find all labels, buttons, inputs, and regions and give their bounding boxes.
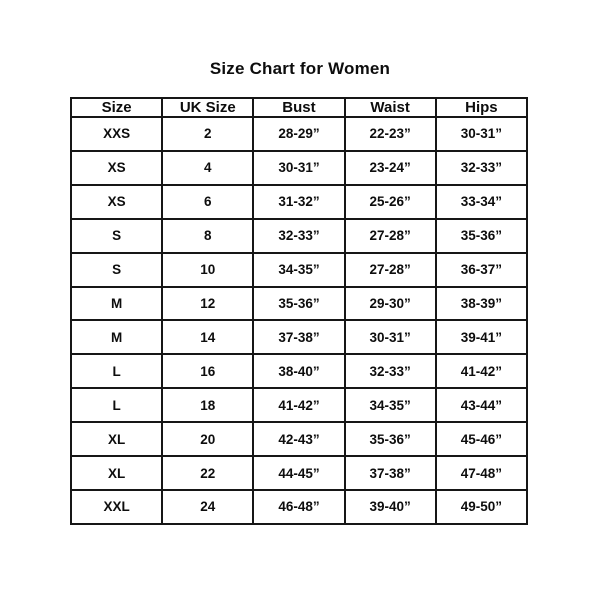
- cell-waist: 25-26”: [345, 185, 436, 219]
- cell-hips: 32-33”: [436, 151, 527, 185]
- cell-hips: 30-31”: [436, 117, 527, 151]
- table-body: [71, 117, 527, 524]
- cell-waist: 23-24”: [345, 151, 436, 185]
- cell-uk-size: 12: [162, 287, 253, 321]
- cell-bust: 38-40”: [253, 354, 344, 388]
- table-row: [71, 320, 527, 354]
- cell-size: XXL: [71, 490, 162, 524]
- column-header-uk-size: UK Size: [162, 98, 253, 117]
- cell-hips: 47-48”: [436, 456, 527, 490]
- cell-size: XL: [71, 422, 162, 456]
- cell-uk-size: 14: [162, 320, 253, 354]
- table-row: [71, 490, 527, 524]
- table-row: [71, 287, 527, 321]
- page-title: Size Chart for Women: [209, 59, 391, 78]
- cell-waist: 39-40”: [345, 490, 436, 524]
- cell-waist: 34-35”: [345, 388, 436, 422]
- cell-hips: 49-50”: [436, 490, 527, 524]
- cell-bust: 42-43”: [253, 422, 344, 456]
- cell-hips: 33-34”: [436, 185, 527, 219]
- cell-uk-size: 6: [162, 185, 253, 219]
- cell-waist: 27-28”: [345, 219, 436, 253]
- cell-size: L: [71, 388, 162, 422]
- cell-uk-size: 16: [162, 354, 253, 388]
- cell-waist: 29-30”: [345, 287, 436, 321]
- cell-size: S: [71, 219, 162, 253]
- cell-waist: 22-23”: [345, 117, 436, 151]
- cell-size: M: [71, 320, 162, 354]
- cell-bust: 28-29”: [253, 117, 344, 151]
- cell-uk-size: 18: [162, 388, 253, 422]
- cell-size: L: [71, 354, 162, 388]
- cell-bust: 34-35”: [253, 253, 344, 287]
- cell-size: M: [71, 287, 162, 321]
- cell-waist: 35-36”: [345, 422, 436, 456]
- cell-size: XL: [71, 456, 162, 490]
- table-row: [71, 253, 527, 287]
- cell-size: XS: [71, 185, 162, 219]
- cell-bust: 46-48”: [253, 490, 344, 524]
- table-row: [71, 219, 527, 253]
- cell-hips: 36-37”: [436, 253, 527, 287]
- cell-bust: 37-38”: [253, 320, 344, 354]
- table-header: [71, 98, 527, 117]
- cell-hips: 35-36”: [436, 219, 527, 253]
- table-row: [71, 456, 527, 490]
- cell-bust: 44-45”: [253, 456, 344, 490]
- table-row: [71, 354, 527, 388]
- cell-hips: 38-39”: [436, 287, 527, 321]
- column-header-bust: Bust: [253, 98, 344, 117]
- table-row: [71, 185, 527, 219]
- cell-uk-size: 2: [162, 117, 253, 151]
- table-row: [71, 388, 527, 422]
- table-row: [71, 117, 527, 151]
- cell-bust: 30-31”: [253, 151, 344, 185]
- cell-uk-size: 22: [162, 456, 253, 490]
- cell-bust: 31-32”: [253, 185, 344, 219]
- header-row: [71, 98, 527, 117]
- cell-waist: 37-38”: [345, 456, 436, 490]
- cell-hips: 41-42”: [436, 354, 527, 388]
- column-header-hips: Hips: [436, 98, 527, 117]
- cell-size: XS: [71, 151, 162, 185]
- cell-waist: 32-33”: [345, 354, 436, 388]
- cell-bust: 41-42”: [253, 388, 344, 422]
- cell-hips: 43-44”: [436, 388, 527, 422]
- column-header-waist: Waist: [345, 98, 436, 117]
- cell-uk-size: 20: [162, 422, 253, 456]
- cell-uk-size: 10: [162, 253, 253, 287]
- cell-size: XXS: [71, 117, 162, 151]
- cell-waist: 30-31”: [345, 320, 436, 354]
- cell-bust: 35-36”: [253, 287, 344, 321]
- cell-uk-size: 24: [162, 490, 253, 524]
- cell-size: S: [71, 253, 162, 287]
- size-chart-table: [70, 97, 528, 525]
- cell-hips: 45-46”: [436, 422, 527, 456]
- column-header-size: Size: [71, 98, 162, 117]
- cell-uk-size: 8: [162, 219, 253, 253]
- cell-hips: 39-41”: [436, 320, 527, 354]
- table-row: [71, 422, 527, 456]
- cell-bust: 32-33”: [253, 219, 344, 253]
- table-row: [71, 151, 527, 185]
- cell-waist: 27-28”: [345, 253, 436, 287]
- cell-uk-size: 4: [162, 151, 253, 185]
